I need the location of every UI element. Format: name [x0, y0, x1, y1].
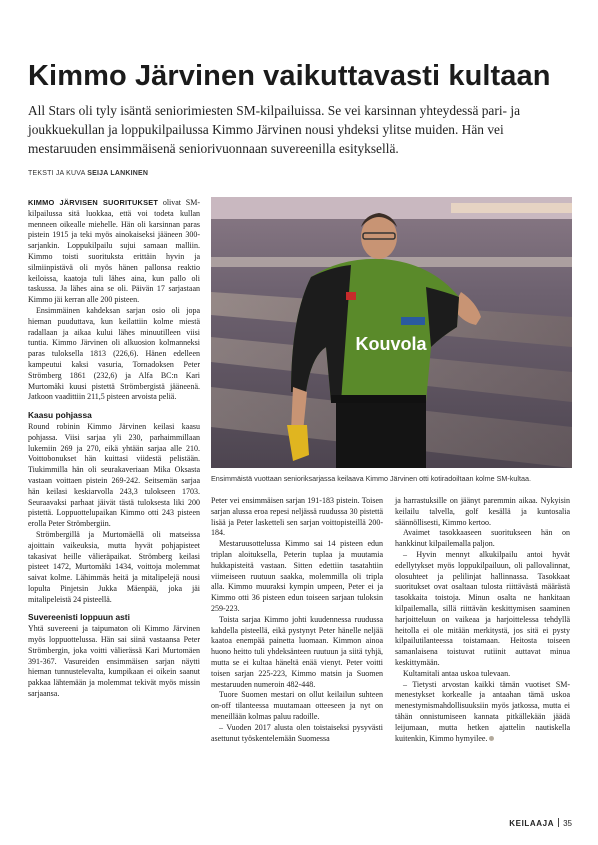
- text-column-1: [28, 198, 200, 700]
- paragraph: ja harrastuksille on jäänyt paremmin aikaa. Nykyisin keilailu talvella, golf kesällä ja kuntosalia säännöllisesti, Kimmo kertoo.: [395, 496, 570, 527]
- byline-prefix: TEKSTI JA KUVA: [28, 170, 86, 177]
- paragraph: – Vuoden 2017 alusta olen toistaiseksi pysyvästi asettunut työskentelemään Suomessa: [211, 722, 383, 743]
- footer-divider: [558, 818, 559, 827]
- page-number: 35: [563, 819, 572, 828]
- article-headline: Kimmo Järvinen vaikuttavasti kultaan: [28, 60, 551, 92]
- paragraph: Avaimet tasokkaaseen suoritukseen hän on hankkinut kilpailemalla paljon.: [395, 528, 570, 549]
- text-column-2: [211, 496, 383, 744]
- article-lead: All Stars oli tyly isäntä seniorimiesten SM-kilpailuissa. Se vei karsinnan yhteydessä pari- ja joukkuekullan ja loppukilpailussa Kimmo Järvinen nousi yhdeksi ylitse muiden. Hän vei mestaruuden ensimmäisenä seniorivuonnaan suvereenilla esityksellä.: [28, 103, 521, 156]
- paragraph: Peter vei ensimmäisen sarjan 191-183 pistein. Toisen sarjan alussa eroa repesi neljässä ruudussa 30 pistettä lisää ja Peter lasketteli sen sarjan voittopisteillä 200-184.: [211, 496, 383, 538]
- byline-author: SEIJA LANKINEN: [87, 170, 149, 177]
- paragraph: Yhtä suvereeni ja taipumaton oli Kimmo Järvinen myös loppuottelussa. Hän sai siinä vastaansa Peter Strömbergin, joka voitti välierässä Kari Murtomäen 391-367. Vasureiden ensimmäisen sarjan näytti hieman tunnustelevalta, kumpikaan ei oikein saanut pakkaa lähtemään ja molemmat tekivät myös missin sarjaansa.: [28, 624, 200, 699]
- paragraph: [395, 680, 570, 745]
- bowler-photo: [211, 197, 572, 468]
- paragraph: Mestaruusottelussa Kimmo sai 14 pisteen edun triplan aloituksella, Peterin tuplaa ja muutamia hukkapisteitä vastaan. Sitten edettiin tasatahtiin viimeiseen ruutuun saakka, molemmilla oli tripla alla. Kimmo muuraksi kympin umpeen, Peter ei ja Kimmo otti 36 pisteen edun toiseen sarjaan tuloksin 259-223.: [211, 539, 383, 613]
- photo-caption: Ensimmäistä vuottaan senioriksarjassa keilaava Kimmo Järvinen otti kotiradoiltaan kolme SM-kultaa.: [211, 474, 531, 483]
- end-mark-icon: [489, 736, 494, 741]
- paragraph: Strömbergillä ja Murtomäellä oli matseissa ajoittain vaikeuksia, mutta hyvät pohjapisteet takasivat heille välieräpaikat. Strömberg keilasi pisteet 1472, Murtomäki 1434, voittoja molemmat saivat kolme. Lähimmäs heitä ja mitalipelejä nousi lopulta Pinjetsin Jukka Mäenpää, joka jäi mitalipeleistä 24 pisteellä.: [28, 529, 200, 604]
- paragraph: [28, 198, 200, 306]
- magazine-name: KEILAAJA: [509, 819, 555, 828]
- paragraph-text: – Tietysti arvostan kaikki tämän vuotiset SM-menestykset korkealle ja antaahan tämä uskoa menestymismahdollisuuksiin myös jatkossa, mutta ei tähän onnistumiseen kannata pitkällekään jäädä leijumaan, mutta hetken ajattelin nautiskella kuitenkin, Kimmo hymyilee.: [395, 679, 570, 743]
- page-footer: [509, 818, 572, 828]
- text-column-3: [395, 496, 570, 744]
- jersey-text: Kouvola: [355, 334, 427, 354]
- paragraph: – Hyvin mennyt alkukilpailu antoi hyvät edellytykset myös loppukilpailuun, oli pallovalinnat, olosuhteet ja pelilinjat hallinnassa. Tasokkaat suoritukset ovat osaltaan tulosta riittävästä määrästä tasokkaita toistoja. Minun osalta ne hankitaan kilpailemalla, sillä riittävän keskittymisen saaminen harjoitteluun on vaikeaa ja harjoittelessa tehdyllä heitolla ei ole mitään merkitystä, jos sitä ei pysty kilpailutilanteessa toistamaan. Heitosta toiseen samanlaisena toistuvat rutiinit auttavat minua keskittymään.: [395, 549, 570, 667]
- paragraph: Tuore Suomen mestari on ollut keilailun suhteen on-off tilanteessa muutamaan otteeseen ja nyt on meneillään kolmas paluu radoille.: [211, 690, 383, 721]
- paragraph: Round robinin Kimmo Järvinen keilasi kaasu pohjassa. Viisi sarjaa yli 230, parhaimmillaan lukemiin 269 ja 270, eikä yhtään sarjaa alle 210. Voittobonukset hän kuittasi viidestä pelistään. Tiukimmilla hän oli seurakaveriaan Mika Oksasta vastaan voittaen pistein 269-242. Seitsemän sarjaa hän keilasi keskiarvolla 243,3 tulokseen 1703. Seuraavaksi parhaat jäivät tästä tuloksesta liki 200 pistettä. Loppuottelupaikan Kimmo otti 243 pisteen erolla Peter Strömbergiin.: [28, 421, 200, 529]
- paragraph-text: olivat SM-kilpailussa sitä luokkaa, että voi todeta kullan menneen oikealle miehelle. Hän oli karsinnan paras pistein 1915 ja teki myös ainokaiseksi jääneen 300-sarjankin. Loppukilpailu sujui samaan malliin. Kimmo toisti suorituksta erittäin hyvin ja silmiinpistävä oli myös hänen pallonsa reaktio keiloissa, kaatoja tuli lähes aina, kun pallo oli taskussa. Ja lähes aina se oli. Päivän 17 sarjastaan Kimmo jäi kerran alle 200 pisteen.: [28, 198, 201, 305]
- paragraph: Toista sarjaa Kimmo johti kuudennessa ruudussa kahdella pisteellä, eikä pystynyt Peter hänelle neljää kaatoa enempää painetta luomaan. Kimmon ainoa huono heitto tuli yhdeksänteen ruutuun ja siitä tyhjä, mutta se ei kultaa häneltä enää vienyt. Peter voitti toisen sarjan 225-223, Kimmo matsin ja Suomen mestaruuden numeroin 482-448.: [211, 614, 383, 689]
- byline: [28, 170, 148, 177]
- subheading: Suvereenisti loppuun asti: [28, 612, 130, 623]
- paragraph: Ensimmäinen kahdeksan sarjan osio oli jopa hieman puuduttava, kun keilattiin kolme miestä radallaan ja aikaa kului lähes minuutilleen viisi tuntia. Kimmo Järvinen oli alkuosion kolmanneksi paras tuloksella 1813 (226,6). Hänen edelleen kampeutui kaksi vasuria, Tornadoksen Peter Strömberg 1861 (232,6) ja Alfa BC:n Kari Murtomäki kuusi pistettä Strömbergistä jääneenä. Jatkoon vaadittiin 211,5 pisteen arvoista peliä.: [28, 305, 200, 402]
- subheading: Kaasu pohjassa: [28, 410, 92, 421]
- lead-in-caps: KIMMO JÄRVISEN SUORITUKSET: [28, 198, 159, 207]
- paragraph: Kultamitali antaa uskoa tulevaan.: [403, 668, 511, 678]
